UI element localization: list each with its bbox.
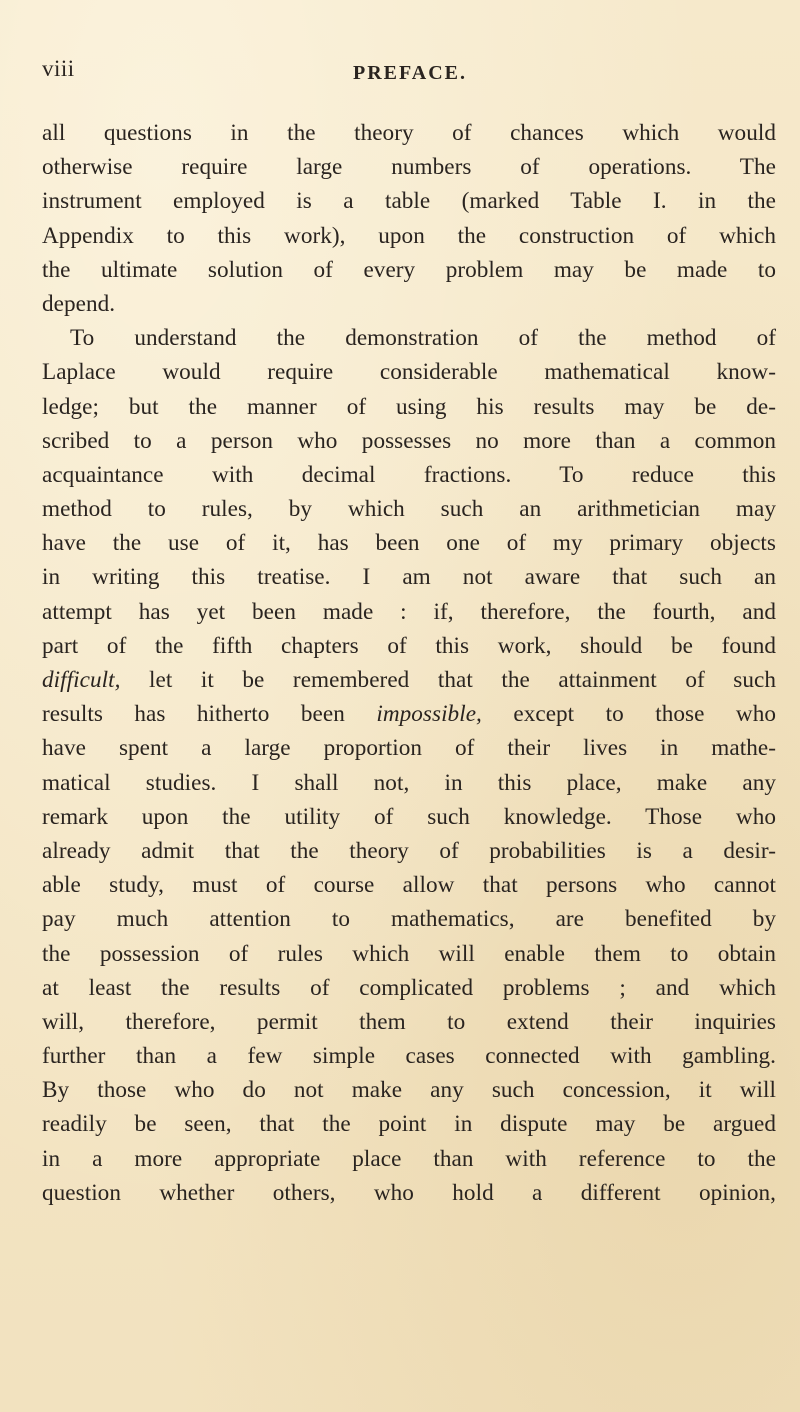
- italic-word: difficult,: [42, 667, 121, 693]
- text-line: pay much attention to mathematics, are benefited by: [42, 906, 776, 933]
- running-head: [0, 62, 800, 85]
- text-line: ledge; but the manner of using his results may be de-: [42, 393, 776, 420]
- text-line: depend.: [42, 290, 116, 317]
- text-line: in writing this treatise. I am not aware that such an: [42, 564, 776, 591]
- text-line: instrument employed is a table (marked Table I. in the: [42, 188, 776, 215]
- text-line: [42, 663, 776, 697]
- text-line: readily be seen, that the point in dispute may be argued: [42, 1111, 776, 1138]
- body-text: [42, 116, 776, 1210]
- text-line: attempt has yet been made : if, therefore, the fourth, and: [42, 598, 776, 625]
- text-line: able study, must of course allow that persons who cannot: [42, 872, 776, 899]
- text-run: results has hitherto been: [42, 701, 377, 728]
- text-line: the ultimate solution of every problem may be made to: [42, 256, 776, 283]
- text-line: at least the results of complicated problems ; and which: [42, 974, 776, 1001]
- italic-word: impossible,: [376, 701, 482, 728]
- text-line: Appendix to this work), upon the construction of which: [42, 222, 776, 249]
- text-line: To understand the demonstration of the method of: [70, 325, 776, 352]
- text-line: acquaintance with decimal fractions. To reduce this: [42, 461, 776, 488]
- text-line: further than a few simple cases connected with gambling.: [42, 1043, 776, 1070]
- text-line: all questions in the theory of chances which would: [42, 120, 776, 146]
- text-line: scribed to a person who possesses no more than a common: [42, 427, 776, 454]
- text-line: Laplace would require considerable mathematical know-: [42, 359, 776, 386]
- text-line: will, therefore, permit them to extend their inquiries: [42, 1008, 776, 1035]
- text-line: [42, 697, 776, 731]
- text-line: the possession of rules which will enable them to obtain: [42, 940, 776, 967]
- text-line: matical studies. I shall not, in this place, make any: [42, 769, 776, 796]
- text-line: have spent a large proportion of their lives in mathe-: [42, 735, 776, 762]
- text-line: already admit that the theory of probabilities is a desir-: [42, 837, 776, 864]
- text-run: let it be remembered that the attainment of such: [120, 667, 776, 693]
- running-title: PREFACE.: [353, 62, 467, 84]
- text-line: By those who do not make any such concession, it will: [42, 1077, 776, 1104]
- text-line: method to rules, by which such an arithmetician may: [42, 496, 776, 523]
- text-line: question whether others, who hold a different opinion,: [42, 1179, 776, 1206]
- text-line: otherwise require large numbers of operations. The: [42, 154, 776, 181]
- text-line: in a more appropriate place than with reference to the: [42, 1145, 776, 1172]
- text-line: have the use of it, has been one of my primary objects: [42, 530, 776, 557]
- page-number: viii: [42, 56, 75, 81]
- text-run: except to those who: [481, 701, 777, 728]
- text-line: part of the fifth chapters of this work, should be found: [42, 632, 776, 659]
- text-line: remark upon the utility of such knowledge. Those who: [42, 803, 776, 830]
